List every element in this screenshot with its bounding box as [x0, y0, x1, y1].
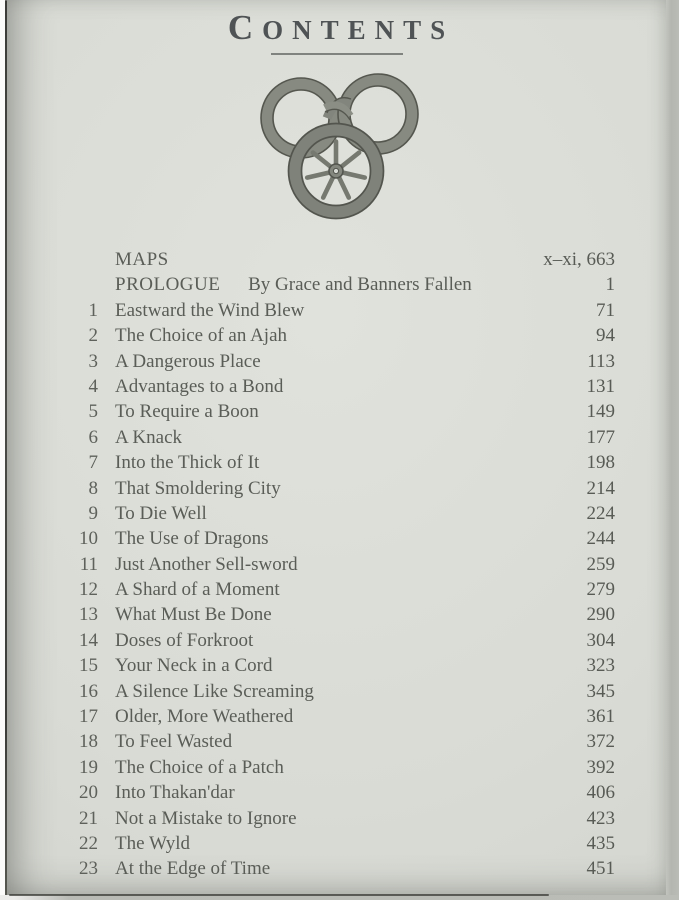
toc-row [60, 755, 615, 780]
page-number: 279 [586, 579, 615, 601]
chapter-entry [98, 602, 545, 627]
chapter-entry [98, 476, 545, 501]
chapter-number: 5 [88, 401, 98, 423]
chapter-entry [98, 247, 543, 272]
chapter-title: The Choice of an Ajah [115, 325, 288, 347]
page-number: x–xi, 663 [543, 249, 615, 270]
page-number: 290 [586, 604, 615, 626]
toc-row [60, 552, 615, 577]
chapter-entry [98, 374, 545, 399]
chapter-entry [98, 780, 545, 805]
chapter-number: 17 [79, 706, 98, 728]
toc-row [60, 577, 615, 602]
chapter-entry [98, 450, 545, 475]
toc-row [60, 806, 615, 831]
page-number: 113 [587, 350, 615, 372]
chapter-title: To Die Well [115, 502, 207, 524]
chapter-title: At the Edge of Time [115, 858, 271, 880]
chapter-title: Not a Mistake to Ignore [115, 807, 297, 829]
chapter-title: The Use of Dragons [115, 528, 269, 550]
chapter-title: The Choice of a Patch [115, 756, 284, 778]
page-number: 131 [586, 375, 615, 397]
chapter-number: 21 [79, 807, 98, 829]
page-number: 406 [586, 782, 615, 804]
book-spine-edge [5, 0, 7, 896]
chapter-number: 4 [88, 375, 98, 397]
chapter-entry [98, 729, 545, 754]
toc-row [60, 247, 615, 272]
toc-row [60, 704, 615, 729]
chapter-title: Eastward the Wind Blew [115, 299, 305, 321]
chapter-number: 6 [88, 426, 98, 448]
photo-right-edge [666, 0, 679, 900]
page-number: 149 [586, 401, 615, 423]
chapter-number: 15 [79, 655, 98, 677]
chapter-number: 22 [79, 832, 98, 854]
toc-row [60, 425, 615, 450]
toc-row [60, 476, 615, 501]
toc-row [60, 729, 615, 754]
chapter-title: What Must Be Done [115, 604, 272, 626]
chapter-entry [98, 501, 545, 526]
chapter-entry [98, 806, 545, 831]
chapter-entry [98, 272, 545, 297]
chapter-title: Into the Thick of It [115, 452, 260, 474]
page-number: 214 [586, 477, 615, 499]
chapter-title: Advantages to a Bond [115, 375, 284, 397]
chapter-entry [98, 628, 545, 653]
chapter-entry [98, 323, 545, 348]
chapter-number: 9 [88, 502, 98, 524]
page-number: 1 [605, 274, 615, 296]
page-number: 323 [586, 655, 615, 677]
toc-row [60, 374, 615, 399]
page-number: 361 [586, 706, 615, 728]
chapter-entry [98, 349, 545, 374]
page-number: 304 [586, 629, 615, 651]
page-number: 451 [586, 858, 615, 880]
page-number: 259 [586, 553, 615, 575]
section-label: MAPS [115, 249, 169, 270]
chapter-title: A Shard of a Moment [115, 579, 280, 601]
toc-row [60, 349, 615, 374]
chapter-entry [98, 755, 545, 780]
toc-row [60, 831, 615, 856]
chapter-number: 7 [88, 452, 98, 474]
chapter-number: 11 [79, 553, 98, 575]
wheel-of-time-emblem [237, 72, 437, 224]
toc-row [60, 679, 615, 704]
chapter-number: 20 [79, 782, 98, 804]
page-number: 71 [596, 299, 615, 321]
page-number: 224 [586, 502, 615, 524]
chapter-entry [98, 704, 545, 729]
section-label: PROLOGUE [115, 274, 221, 296]
chapter-title: By Grace and Banners Fallen [248, 274, 472, 296]
chapter-entry [98, 298, 545, 323]
chapter-entry [98, 526, 545, 551]
toc-row [60, 450, 615, 475]
page-number: 177 [586, 426, 615, 448]
chapter-number: 19 [79, 756, 98, 778]
chapter-entry [98, 856, 545, 881]
page-number: 435 [586, 832, 615, 854]
chapter-entry [98, 399, 545, 424]
title-underline [271, 53, 403, 55]
toc-rows [60, 247, 615, 882]
chapter-number: 3 [88, 350, 98, 372]
chapter-entry [98, 425, 545, 450]
toc-row [60, 628, 615, 653]
chapter-number: 12 [79, 579, 98, 601]
toc-row [60, 399, 615, 424]
chapter-number: 13 [79, 604, 98, 626]
chapter-title: That Smoldering City [115, 477, 281, 499]
contents-page [7, 0, 666, 895]
chapter-entry [98, 552, 545, 577]
chapter-number: 14 [79, 629, 98, 651]
toc-row [60, 323, 615, 348]
chapter-number: 23 [79, 858, 98, 880]
chapter-title: Just Another Sell-sword [115, 553, 298, 575]
chapter-number: 8 [88, 477, 98, 499]
chapter-title: To Require a Boon [115, 401, 259, 423]
toc-row [60, 298, 615, 323]
page-number: 345 [586, 680, 615, 702]
chapter-title: Into Thakan'dar [115, 782, 235, 804]
page-bottom-edge [9, 894, 549, 896]
page-number: 392 [586, 756, 615, 778]
page-number: 372 [586, 731, 615, 753]
chapter-number: 2 [88, 325, 98, 347]
page-number: 94 [596, 325, 615, 347]
chapter-title: Older, More Weathered [115, 706, 294, 728]
chapter-title: Doses of Forkroot [115, 629, 254, 651]
chapter-number: 16 [79, 680, 98, 702]
toc-row [60, 602, 615, 627]
chapter-number: 10 [79, 528, 98, 550]
toc-row [60, 526, 615, 551]
chapter-entry [98, 679, 545, 704]
chapter-title: Your Neck in a Cord [115, 655, 273, 677]
chapter-title: A Knack [115, 426, 183, 448]
chapter-entry [98, 577, 545, 602]
chapter-title: The Wyld [115, 832, 191, 854]
toc-row [60, 272, 615, 297]
page-number: 198 [586, 452, 615, 474]
chapter-title: A Silence Like Screaming [115, 680, 314, 702]
toc-row [60, 653, 615, 678]
toc-row [60, 780, 615, 805]
page-number: 423 [586, 807, 615, 829]
page-number: 244 [586, 528, 615, 550]
page-title: CONTENTS [227, 8, 455, 47]
chapter-entry [98, 653, 545, 678]
chapter-title: To Feel Wasted [115, 731, 233, 753]
chapter-number: 18 [79, 731, 98, 753]
chapter-entry [98, 831, 545, 856]
toc-row [60, 501, 615, 526]
toc-row [60, 856, 615, 881]
chapter-number: 1 [88, 299, 98, 321]
chapter-title: A Dangerous Place [115, 350, 261, 372]
